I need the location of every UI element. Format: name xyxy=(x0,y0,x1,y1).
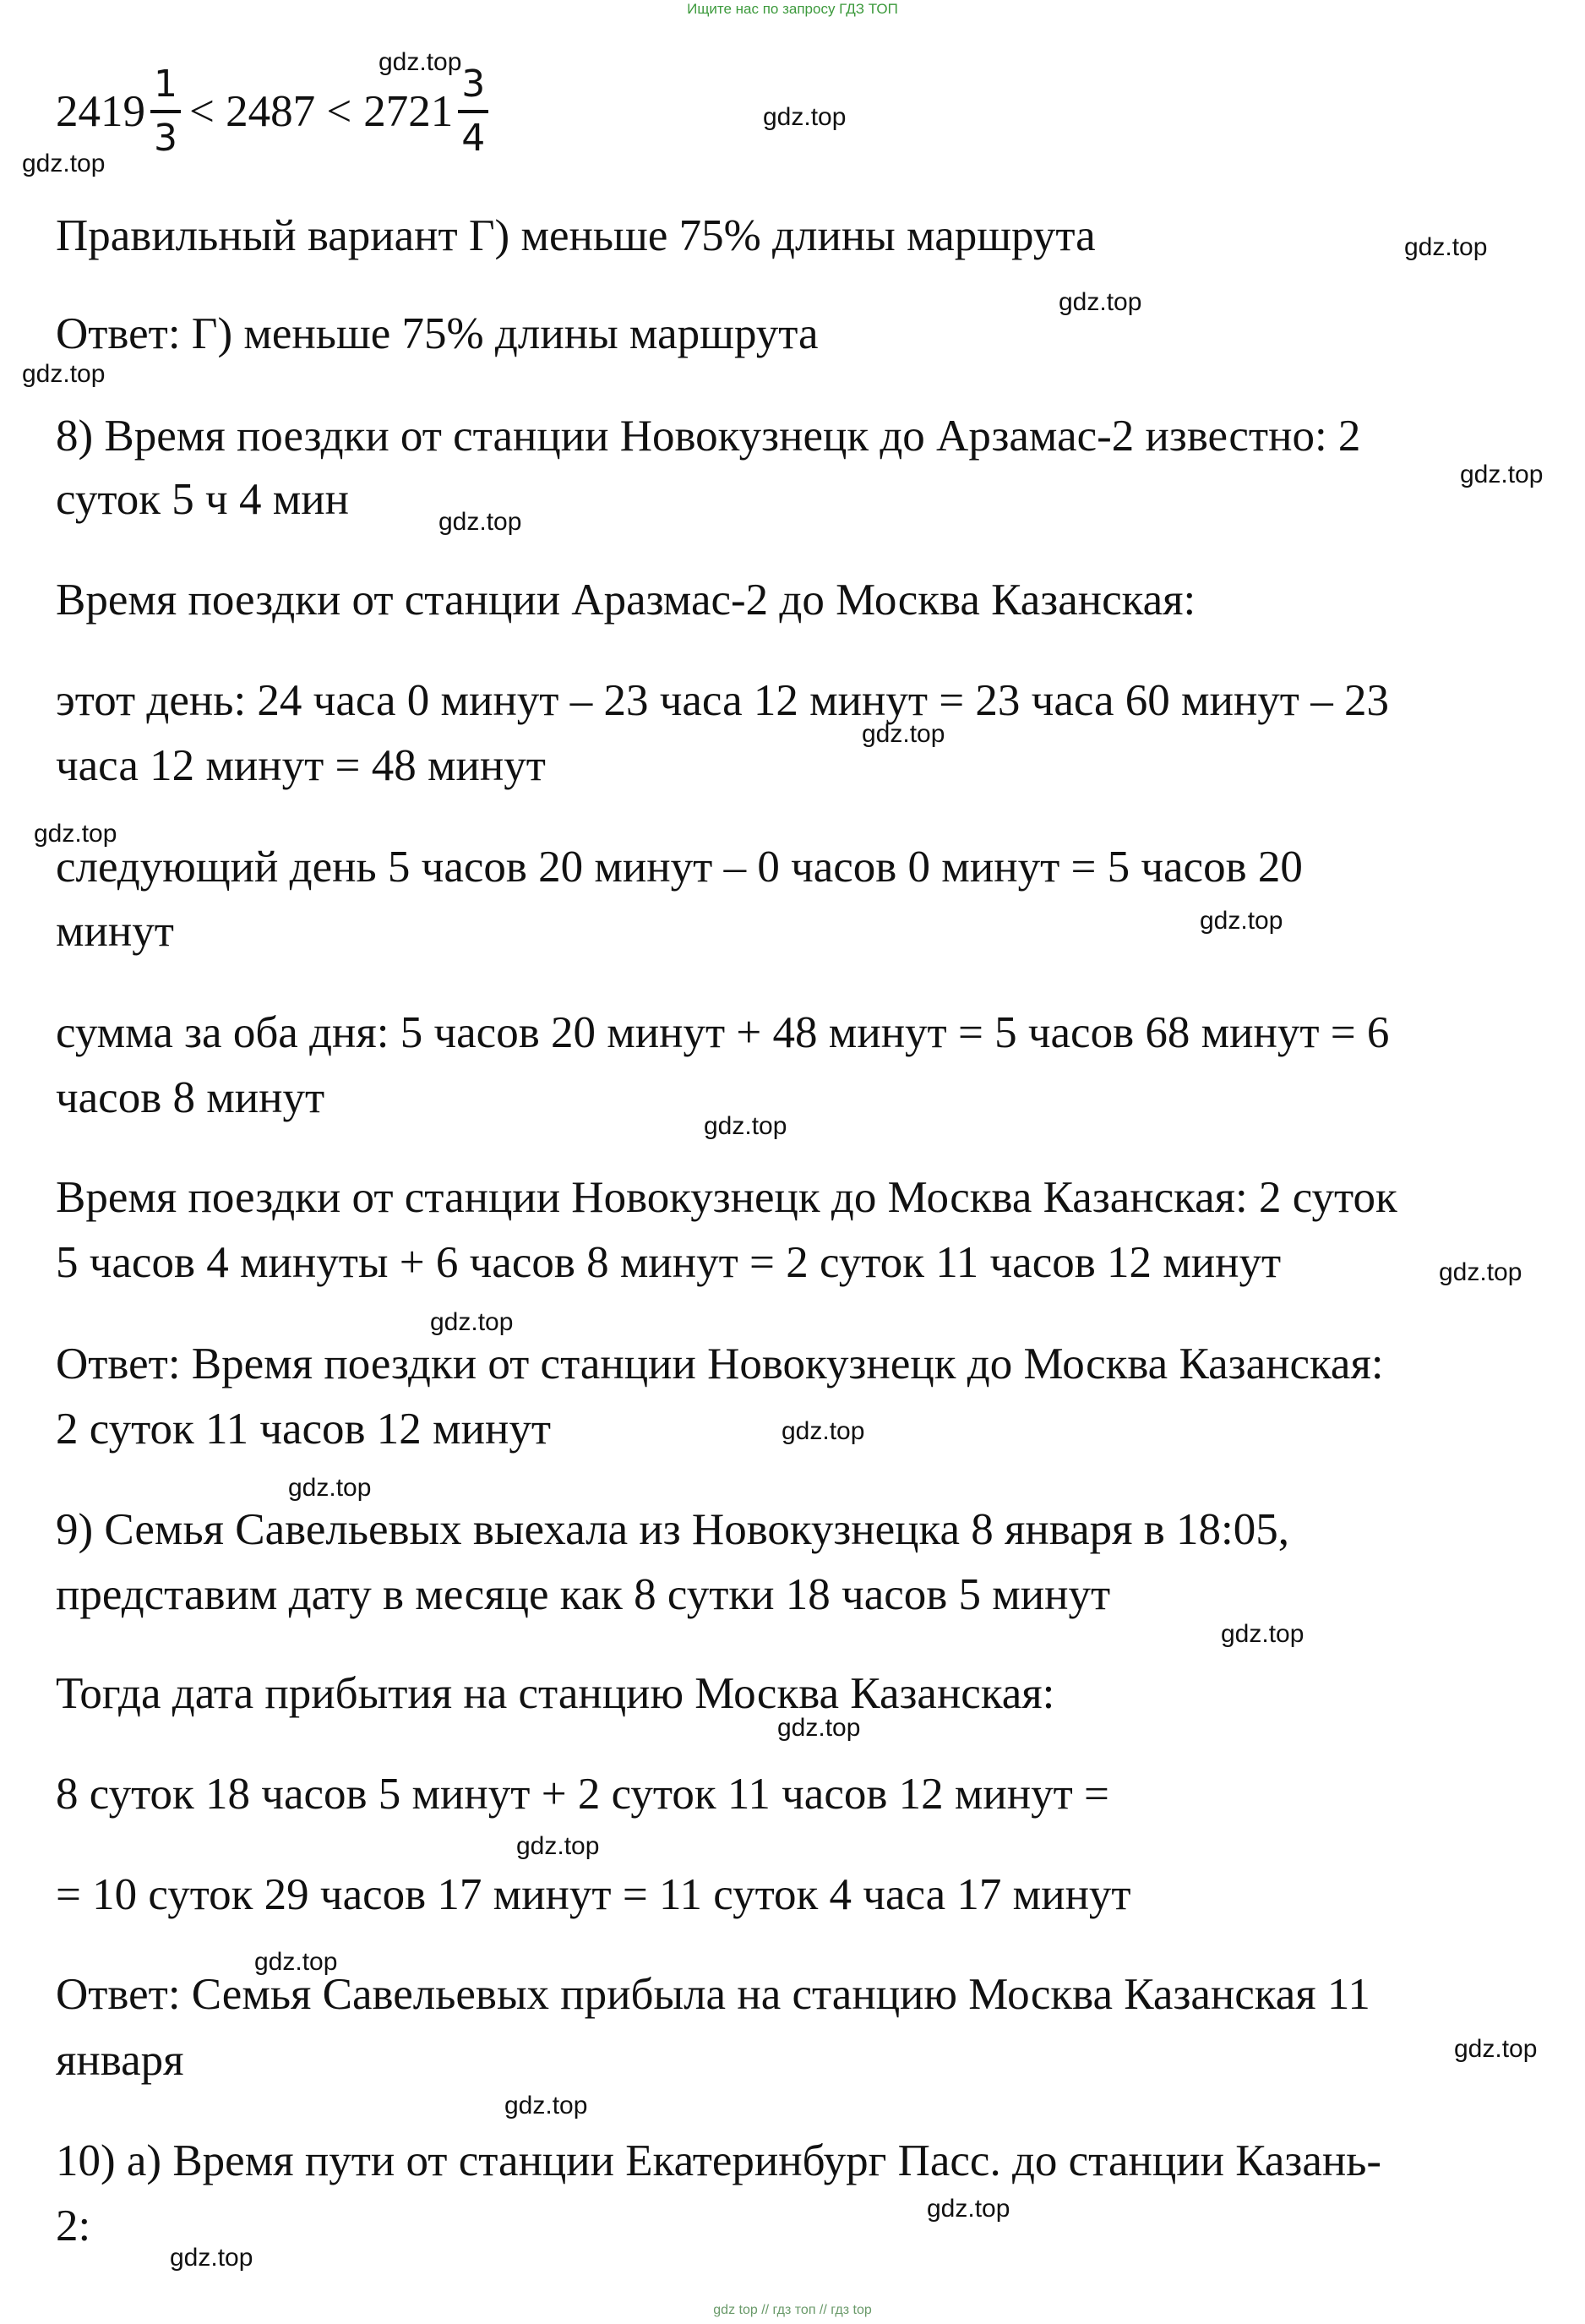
text-line: 8) Время поездки от станции Новокузнецк до Арзамас-2 известно: 2 xyxy=(56,412,1361,461)
text-line: января xyxy=(56,2036,184,2085)
fraction-numerator: 3 xyxy=(458,64,488,113)
text-line: минут xyxy=(56,907,174,956)
text-line: следующий день 5 часов 20 минут – 0 часов 0 минут = 5 часов 20 xyxy=(56,843,1303,892)
inequality-middle: < 2487 < xyxy=(189,87,352,136)
watermark: gdz.top xyxy=(254,1948,338,1976)
text-line: Ответ: Время поездки от станции Новокузнецк до Москва Казанская: xyxy=(56,1339,1384,1388)
text-line: 9) Семья Савельевых выехала из Новокузнецка 8 января в 18:05, xyxy=(56,1505,1289,1554)
watermark: gdz.top xyxy=(1059,288,1142,316)
text-line: часов 8 минут xyxy=(56,1073,325,1122)
fraction-numerator: 1 xyxy=(150,64,181,113)
text-line: 10) а) Время пути от станции Екатеринбург Пасс. до станции Казань- xyxy=(56,2136,1382,2185)
watermark: gdz.top xyxy=(22,150,106,177)
text-line: 2: xyxy=(56,2201,91,2250)
watermark: gdz.top xyxy=(516,1832,600,1860)
fraction-denominator: 4 xyxy=(461,117,486,160)
text-line: 8 суток 18 часов 5 минут + 2 суток 11 часов 12 минут = xyxy=(56,1770,1109,1819)
watermark: gdz.top xyxy=(704,1112,787,1140)
watermark: gdz.top xyxy=(763,103,847,131)
watermark: gdz.top xyxy=(430,1308,514,1336)
watermark: gdz.top xyxy=(504,2092,588,2119)
watermark: gdz.top xyxy=(379,48,462,76)
watermark: gdz.top xyxy=(288,1474,372,1502)
fraction-denominator: 3 xyxy=(154,117,177,160)
watermark: gdz.top xyxy=(1221,1620,1304,1648)
text-line: Правильный вариант Г) меньше 75% длины маршрута xyxy=(56,211,1096,260)
text-line: представим дату в месяце как 8 сутки 18 часов 5 минут xyxy=(56,1570,1111,1619)
top-banner: Ищите нас по запросу ГДЗ ТОП xyxy=(687,1,898,17)
watermark: gdz.top xyxy=(777,1714,861,1742)
text-line: сумма за оба дня: 5 часов 20 минут + 48 минут = 5 часов 68 минут = 6 xyxy=(56,1008,1390,1057)
fraction-one-third xyxy=(150,64,181,159)
text-line: часа 12 минут = 48 минут xyxy=(56,741,546,790)
inequality-whole-a: 2419 xyxy=(56,87,145,136)
watermark: gdz.top xyxy=(438,508,522,536)
text-line: Время поездки от станции Новокузнецк до Москва Казанская: 2 суток xyxy=(56,1173,1397,1222)
inequality-whole-b: 2721 xyxy=(363,87,454,136)
watermark: gdz.top xyxy=(170,2244,253,2272)
text-line: = 10 суток 29 часов 17 минут = 11 суток 4 часа 17 минут xyxy=(56,1870,1131,1919)
watermark: gdz.top xyxy=(1460,461,1544,488)
watermark: gdz.top xyxy=(1200,907,1283,935)
text-line: Ответ: Семья Савельевых прибыла на станцию Москва Казанская 11 xyxy=(56,1970,1370,2019)
fraction-three-quarters xyxy=(458,64,488,159)
watermark: gdz.top xyxy=(862,720,945,748)
watermark: gdz.top xyxy=(34,820,117,848)
watermark: gdz.top xyxy=(1404,233,1488,261)
watermark: gdz.top xyxy=(782,1417,865,1445)
text-line: суток 5 ч 4 мин xyxy=(56,475,349,524)
text-line: 5 часов 4 минуты + 6 часов 8 минут = 2 суток 11 часов 12 минут xyxy=(56,1238,1282,1287)
text-line: Время поездки от станции Аразмас-2 до Москва Казанская: xyxy=(56,576,1196,625)
watermark: gdz.top xyxy=(1454,2035,1538,2063)
bottom-banner: gdz top // гдз топ // гдз top xyxy=(713,2303,872,2317)
text-line: этот день: 24 часа 0 минут – 23 часа 12 минут = 23 часа 60 минут – 23 xyxy=(56,676,1389,725)
watermark: gdz.top xyxy=(22,360,106,388)
text-line: Тогда дата прибытия на станцию Москва Казанская: xyxy=(56,1669,1055,1718)
text-line: 2 суток 11 часов 12 минут xyxy=(56,1405,551,1454)
text-line: Ответ: Г) меньше 75% длины маршрута xyxy=(56,309,819,358)
watermark: gdz.top xyxy=(1439,1258,1522,1286)
watermark: gdz.top xyxy=(927,2195,1010,2223)
